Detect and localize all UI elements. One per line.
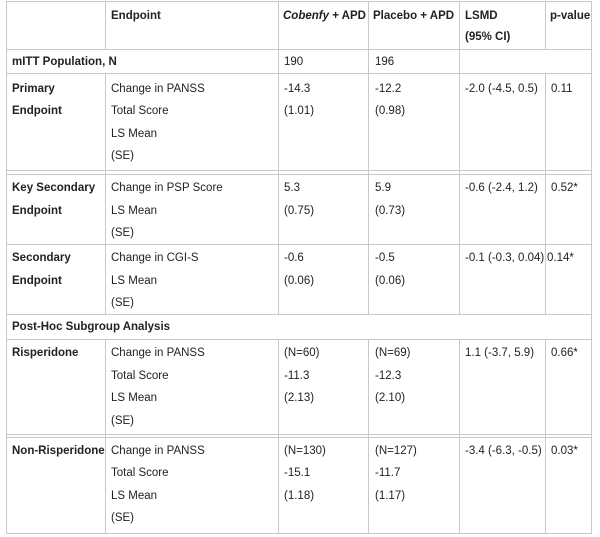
risperidone-desc: LS Mean [111,392,158,404]
mitt-label: mITT Population, N [12,56,117,68]
key-secondary-desc: LS Mean [111,205,158,217]
header-endpoint: Endpoint [111,10,161,22]
key-secondary-desc: (SE) [111,227,134,239]
secondary-cobenfy: -0.6 [284,252,304,264]
risperidone-lsmd: 1.1 (-3.7, 5.9) [465,347,535,359]
non-risperidone-desc: LS Mean [111,490,158,502]
non-risperidone-placebo: (N=127) [375,445,417,457]
secondary-pvalue: 0.14* [547,252,574,264]
secondary-lsmd: -0.1 (-0.3, 0.04) [465,252,545,264]
risperidone-desc: Total Score [111,370,169,382]
header-pvalue: p-value [550,10,591,22]
mitt-cobenfy: 190 [284,56,304,68]
secondary-desc: LS Mean [111,275,158,287]
non-risperidone-pvalue: 0.03* [551,445,578,457]
non-risperidone-cobenfy: (1.18) [284,490,315,502]
primary-lsmd: -2.0 (-4.5, 0.5) [465,83,538,95]
risperidone-cobenfy: (2.13) [284,392,315,404]
primary-pvalue: 0.11 [551,83,573,95]
non-risperidone-desc: Total Score [111,467,169,479]
risperidone-placebo: -12.3 [375,370,402,382]
key-secondary-cobenfy: 5.3 [284,182,300,194]
header-placebo: Placebo + APD [373,10,455,22]
primary-desc: LS Mean [111,128,158,140]
primary-label-2: Endpoint [12,105,62,117]
posthoc-heading: Post-Hoc Subgroup Analysis [12,321,171,333]
secondary-label: Secondary [12,252,71,264]
non-risperidone-placebo: -11.7 [375,467,401,479]
primary-placebo: -12.2 [375,83,402,95]
non-risperidone-cobenfy: -15.1 [284,467,311,479]
key-secondary-placebo: (0.73) [375,205,406,217]
secondary-placebo: (0.06) [375,275,406,287]
header-cobenfy-brand: Cobenfy [283,10,329,22]
key-secondary-cobenfy: (0.75) [284,205,315,217]
primary-label: Primary [12,83,55,95]
header-cobenfy-suffix: + APD [329,10,366,22]
secondary-desc: Change in CGI-S [111,252,199,264]
header-lsmd: LSMD [465,10,498,22]
risperidone-placebo: (N=69) [375,347,411,359]
key-secondary-lsmd: -0.6 (-2.4, 1.2) [465,182,538,194]
risperidone-cobenfy: -11.3 [284,370,310,382]
secondary-desc: (SE) [111,297,134,309]
secondary-label-2: Endpoint [12,275,62,287]
key-secondary-label-2: Endpoint [12,205,62,217]
risperidone-desc: Change in PANSS [111,347,205,359]
key-secondary-placebo: 5.9 [375,182,391,194]
non-risperidone-cobenfy: (N=130) [284,445,326,457]
primary-cobenfy: -14.3 [284,83,311,95]
primary-desc: Total Score [111,105,169,117]
non-risperidone-placebo: (1.17) [375,490,406,502]
non-risperidone-lsmd: -3.4 (-6.3, -0.5) [465,445,542,457]
primary-desc: (SE) [111,150,134,162]
mitt-placebo: 196 [375,56,395,68]
non-risperidone-label: Non-Risperidone [12,445,105,457]
non-risperidone-desc: Change in PANSS [111,445,205,457]
primary-placebo: (0.98) [375,105,406,117]
risperidone-pvalue: 0.66* [551,347,578,359]
risperidone-label: Risperidone [12,347,79,359]
non-risperidone-desc: (SE) [111,512,134,524]
key-secondary-label: Key Secondary [12,182,96,194]
header-lsmd-ci: (95% CI) [465,31,511,43]
risperidone-placebo: (2.10) [375,392,406,404]
key-secondary-pvalue: 0.52* [551,182,578,194]
risperidone-desc: (SE) [111,415,134,427]
header-cobenfy [283,9,366,23]
secondary-cobenfy: (0.06) [284,275,315,287]
risperidone-cobenfy: (N=60) [284,347,320,359]
secondary-placebo: -0.5 [375,252,395,264]
primary-cobenfy: (1.01) [284,105,315,117]
key-secondary-desc: Change in PSP Score [111,182,223,194]
primary-desc: Change in PANSS [111,83,205,95]
